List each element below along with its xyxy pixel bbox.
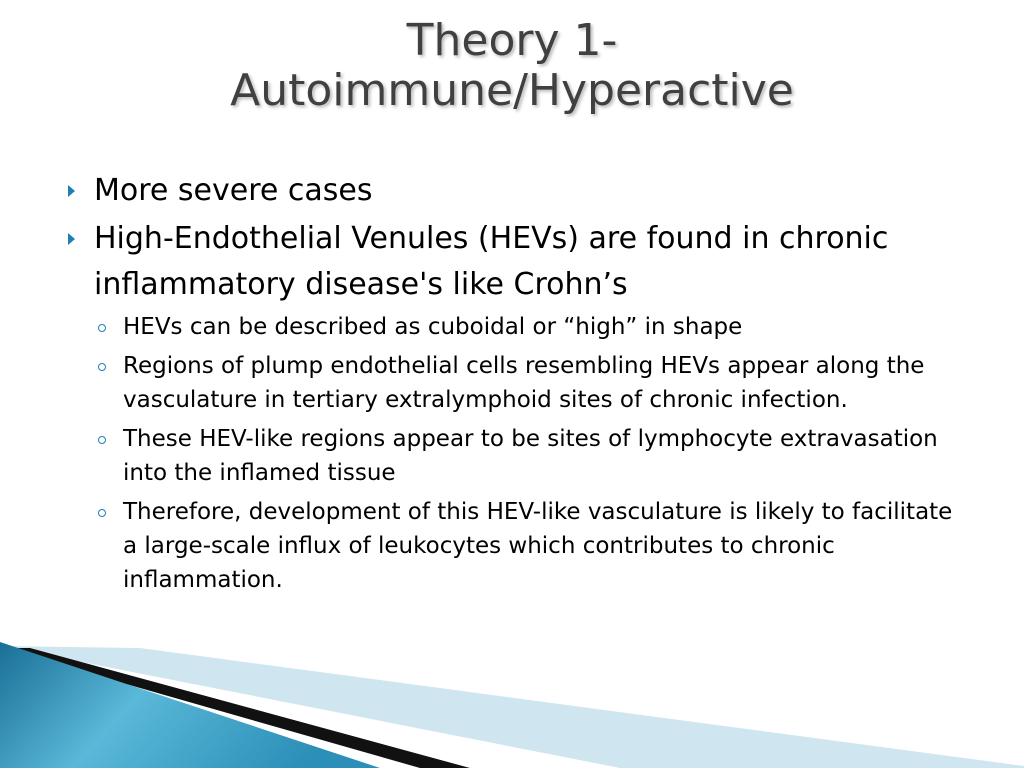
bullet-text: More severe cases [94,173,373,208]
sub-bullet-item [98,310,962,344]
decorative-corner-swoosh [0,638,1024,768]
slide-title-line-2: Autoimmune/Hyperactive [230,65,794,116]
sub-bullet-text: HEVs can be described as cuboidal or “high” in shape [123,314,743,340]
bullet-item [62,216,962,308]
sub-bullet-list [62,310,962,597]
triangle-bullet-icon [68,233,75,245]
circle-bullet-icon [98,324,106,332]
sub-bullet-item [98,349,962,417]
slide-title-line-1: Theory 1- [406,15,618,66]
sub-bullet-item [98,422,962,490]
slide-body [62,168,962,602]
sub-bullet-item [98,495,962,597]
slide-title [0,16,1024,116]
bullet-text: High-Endothelial Venules (HEVs) are found in chronic inflammatory disease's like Crohn’s [94,221,889,302]
sub-bullet-text: These HEV-like regions appear to be sites of lymphocyte extravasation into the inflamed tissue [123,426,938,486]
sub-bullet-text: Therefore, development of this HEV-like vasculature is likely to facilitate a large-scale influx of leukocytes which contributes to chronic inflammation. [123,499,953,593]
triangle-bullet-icon [68,185,75,197]
circle-bullet-icon [98,436,106,444]
bullet-item [62,168,962,214]
sub-bullet-text: Regions of plump endothelial cells resembling HEVs appear along the vasculature in tertiary extralymphoid sites of chronic infection. [123,353,925,413]
circle-bullet-icon [98,509,106,517]
circle-bullet-icon [98,363,106,371]
